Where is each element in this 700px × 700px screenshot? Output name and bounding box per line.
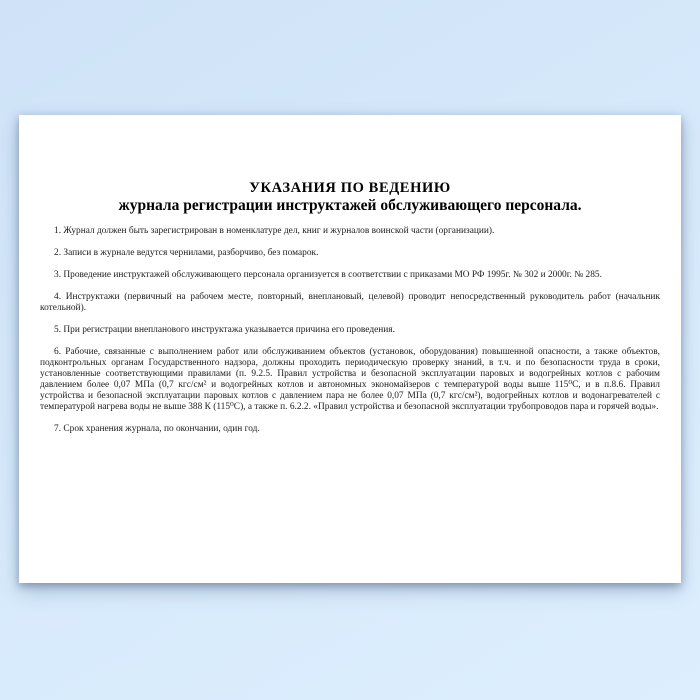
instruction-item-2: 2. Записи в журнале ведутся чернилами, разборчиво, без помарок. — [54, 248, 319, 258]
instruction-item-7: 7. Срок хранения журнала, по окончании, один год. — [54, 424, 260, 434]
instruction-item-5: 5. При регистрации внепланового инструктажа указывается причина его проведения. — [54, 325, 395, 335]
document-page — [19, 115, 681, 583]
document-title-line-2: журнала регистрации инструктажей обслуживающего персонала. — [118, 197, 582, 214]
document-title-line-1: УКАЗАНИЯ ПО ВЕДЕНИЮ — [249, 180, 451, 196]
instruction-item-1: 1. Журнал должен быть зарегистрирован в номенклатуре дел, книг и журналов воинской части (организации). — [54, 226, 495, 236]
instruction-item-6: 6. Рабочие, связанные с выполнением работ или обслуживанием объектов (установок, оборудования) повышенной опасности, а также объектов, подконтрольных органам Государственного надзора, должны проходить периодическую проверку знаний, в т.ч. и по безопасности труда в сроки, установленные соответствующими правилами (п. 9.2.5. Правил устройства и безопасной эксплуатации паровых и водогрейных котлов с рабочим давлением более 0,07 МПа (0,7 кгс/см² и водогрейных котлов и автономных экономайзеров с температурой воды выше 115⁰С, и в п.8.6. Правил устройства и безопасной эксплуатации паровых котлов с давлением пара не более 0,07 МПа (0,7 кгс/см²), водогрейных котлов и водонагревателей с температурой нагрева воды не выше 388 К (115⁰С), а также п. 6.2.2. «Правил устройства и безопасной эксплуатации трубопроводов пара и горячей воды». — [40, 347, 660, 412]
instruction-item-3: 3. Проведение инструктажей обслуживающего персонала организуется в соответствии с приказами МО РФ 1995г. № 302 и 2000г. № 285. — [54, 270, 602, 280]
instruction-item-4: 4. Инструктажи (первичный на рабочем месте, повторный, внеплановый, целевой) проводит непосредственный руководитель работ (начальник котельной). — [40, 292, 660, 313]
